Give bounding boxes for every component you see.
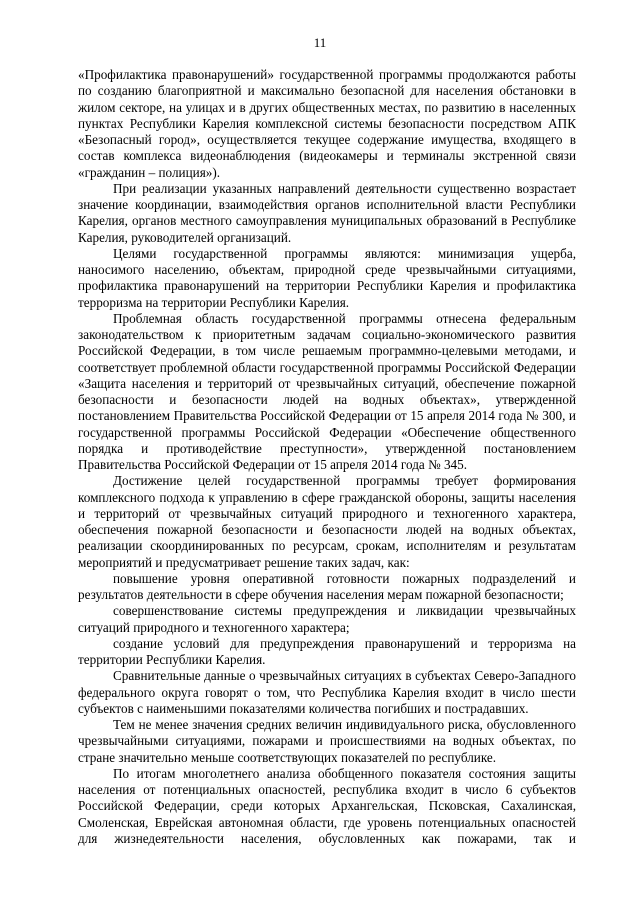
document-body bbox=[78, 67, 576, 847]
paragraph-task-fire-readiness: повышение уровня оперативной готовности пожарных подразделений и результатов деятельности в сфере обучения населения мерам пожарной безопасности; bbox=[78, 570, 576, 602]
paragraph-task-crime-terrorism: создание условий для предупреждения правонарушений и терроризма на территории Республики Карелия. bbox=[78, 635, 576, 667]
paragraph-task-emergency-prevention: совершенствование системы предупреждения и ликвидации чрезвычайных ситуаций природного и техногенного характера; bbox=[78, 603, 576, 635]
paragraph-goal-achievement: Достижение целей государственной программы требует формирования комплексного подхода к управлению в сфере гражданской обороны, защиты населения и территорий от чрезвычайных ситуаций природного и техногенного характера, обеспечения пожарной безопасности и безопасности людей на водных объектах, реализации скоординированных по ресурсам, срокам, исполнителям и результатам мероприятий и предусматривает решение таких задач, как: bbox=[78, 473, 576, 570]
paragraph-comparative-data: Сравнительные данные о чрезвычайных ситуациях в субъектах Северо-Западного федерального округа говорят о том, что Республика Карелия входит в число шести субъектов с наименьшими показателями количества погибших и пострадавших. bbox=[78, 668, 576, 716]
page-number: 11 bbox=[313, 35, 327, 50]
paragraph-individual-risk: Тем не менее значения средних величин индивидуального риска, обусловленного чрезвычайными ситуациями, пожарами и происшествиями на водных объектах, по стране значительно меньше соответствующих показателей по республике. bbox=[78, 717, 576, 765]
paragraph-problem-area: Проблемная область государственной программы отнесена федеральным законодательством к приоритетным задачам социально-экономического развития Российской Федерации, в том числе решаемым программно-целевыми методами, и соответствует проблемной области государственной программы Российской Федерации «Защита населения и территорий от чрезвычайных ситуаций, обеспечение пожарной безопасности и безопасности людей на водных объектах», утвержденной постановлением Правительства Российской Федерации от 15 апреля 2014 года № 300, и государственной программы Российской Федерации «Обеспечение общественного порядка и противодействие преступности», утвержденной постановлением Правительства Российской Федерации от 15 апреля 2014 года № 345. bbox=[78, 310, 576, 472]
paragraph-long-term-analysis: По итогам многолетнего анализа обобщенного показателя состояния защиты населения от потенциальных опасностей, республика входит в число 6 субъектов Российской Федерации, среди которых Архангельская, Псковская, Сахалинская, Смоленская, Еврейская автономная области, где уровень потенциальных опасностей для жизнедеятельности населения, обусловленных как пожарами, так и bbox=[78, 765, 576, 846]
paragraph-program-goals: Целями государственной программы являются: минимизация ущерба, наносимого населению, объектам, природной среде чрезвычайными ситуациями, профилактика правонарушений на территории Республики Карелия и профилактика терроризма на территории Республики Карелия. bbox=[78, 245, 576, 310]
paragraph-program-continuation: «Профилактика правонарушений» государственной программы продолжаются работы по созданию благоприятной и максимально безопасной для населения обстановки в жилом секторе, на улицах и в других общественных местах, по развитию в населенных пунктах Республики Карелия комплексной системы безопасности посредством АПК «Безопасный город», осуществляется текущее содержание имущества, входящего в состав комплекса видеонаблюдения (видеокамеры и терминалы экстренной связи «гражданин – полиция»). bbox=[78, 67, 576, 180]
paragraph-coordination: При реализации указанных направлений деятельности существенно возрастает значение координации, взаимодействия органов исполнительной власти Республики Карелия, органов местного самоуправления муниципальных образований в Республике Карелия, руководителей организаций. bbox=[78, 180, 576, 245]
